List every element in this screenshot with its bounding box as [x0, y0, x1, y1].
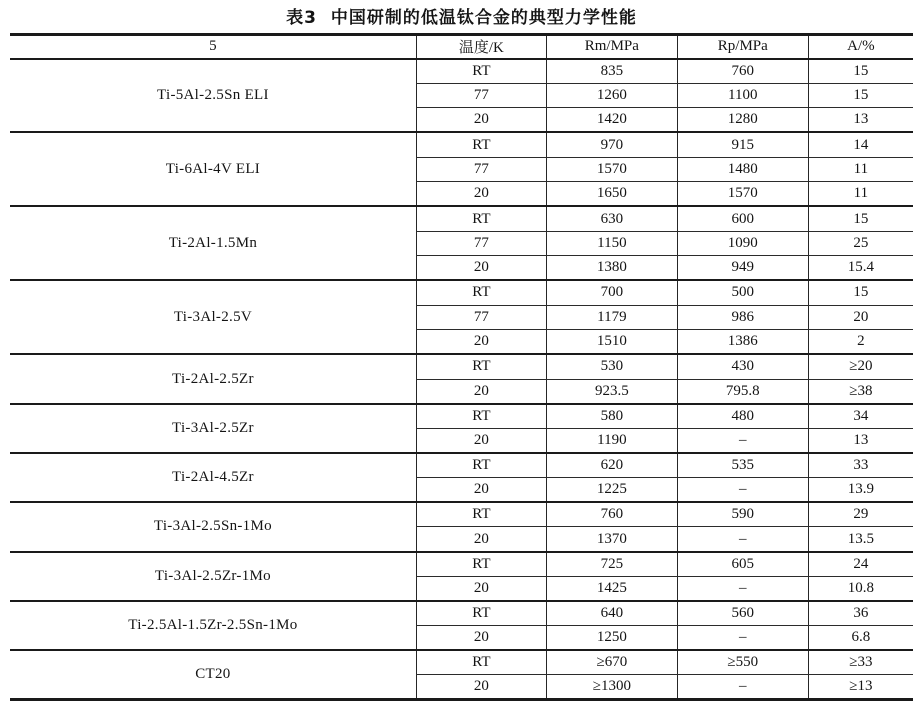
temperature-cell: 20 [416, 428, 546, 453]
temperature-cell: 20 [416, 256, 546, 281]
rm-cell: 640 [546, 601, 677, 626]
rm-cell: 1420 [546, 108, 677, 133]
temperature-cell: 77 [416, 305, 546, 330]
elongation-cell: 13 [808, 428, 913, 453]
rp-cell: 480 [677, 404, 808, 429]
elongation-cell: 13.5 [808, 527, 913, 552]
rm-cell: 835 [546, 59, 677, 84]
temperature-cell: 77 [416, 83, 546, 108]
alloy-name-cell: CT20 [10, 650, 416, 699]
temperature-cell: RT [416, 502, 546, 527]
alloy-name-cell: Ti-2Al-2.5Zr [10, 354, 416, 403]
rp-cell: 590 [677, 502, 808, 527]
elongation-cell: 10.8 [808, 576, 913, 601]
elongation-cell: 34 [808, 404, 913, 429]
elongation-cell: 15.4 [808, 256, 913, 281]
alloy-name-cell: Ti-2Al-4.5Zr [10, 453, 416, 502]
alloy-name-cell: Ti-3Al-2.5Zr [10, 404, 416, 453]
elongation-cell: 29 [808, 502, 913, 527]
rm-cell: 1425 [546, 576, 677, 601]
rp-cell: 1090 [677, 231, 808, 256]
rp-cell: 560 [677, 601, 808, 626]
rm-cell: ≥1300 [546, 675, 677, 700]
table-container [10, 33, 913, 701]
table-body [10, 59, 913, 700]
elongation-cell: 14 [808, 132, 913, 157]
rm-cell: 923.5 [546, 379, 677, 404]
rp-cell: ≥550 [677, 650, 808, 675]
elongation-cell: 25 [808, 231, 913, 256]
elongation-cell: 36 [808, 601, 913, 626]
rm-cell: 1179 [546, 305, 677, 330]
rm-cell: 1370 [546, 527, 677, 552]
rm-cell: 1190 [546, 428, 677, 453]
rm-cell: 630 [546, 206, 677, 231]
table-row [10, 650, 913, 675]
temperature-cell: 20 [416, 478, 546, 503]
table-row [10, 453, 913, 478]
table-row [10, 502, 913, 527]
temperature-cell: RT [416, 59, 546, 84]
rm-cell: 1150 [546, 231, 677, 256]
alloy-name-cell: Ti-3Al-2.5Sn-1Mo [10, 502, 416, 551]
rp-cell: 1280 [677, 108, 808, 133]
rp-cell: – [677, 576, 808, 601]
rp-cell: 1480 [677, 157, 808, 182]
column-header-elongation: A/% [808, 35, 913, 59]
rp-cell: – [677, 478, 808, 503]
rm-cell: 725 [546, 552, 677, 577]
alloy-name-cell: Ti-3Al-2.5V [10, 280, 416, 354]
alloy-name-cell: Ti-2.5Al-1.5Zr-2.5Sn-1Mo [10, 601, 416, 650]
temperature-cell: 20 [416, 108, 546, 133]
temperature-cell: RT [416, 453, 546, 478]
table-row [10, 601, 913, 626]
rp-cell: – [677, 527, 808, 552]
elongation-cell: 11 [808, 182, 913, 207]
rp-cell: – [677, 428, 808, 453]
temperature-cell: RT [416, 552, 546, 577]
temperature-cell: RT [416, 132, 546, 157]
rm-cell: 530 [546, 354, 677, 379]
rp-cell: 915 [677, 132, 808, 157]
rm-cell: 580 [546, 404, 677, 429]
elongation-cell: 24 [808, 552, 913, 577]
rm-cell: 700 [546, 280, 677, 305]
rm-cell: 970 [546, 132, 677, 157]
column-header-rp: Rp/MPa [677, 35, 808, 59]
elongation-cell: 6.8 [808, 626, 913, 651]
table-row [10, 354, 913, 379]
temperature-cell: 20 [416, 527, 546, 552]
table-row [10, 552, 913, 577]
table-title: 表3 中国研制的低温钛合金的典型力学性能 [286, 8, 637, 28]
table-row [10, 404, 913, 429]
column-header-rm: Rm/MPa [546, 35, 677, 59]
alloy-name-cell: Ti-3Al-2.5Zr-1Mo [10, 552, 416, 601]
rp-cell: 760 [677, 59, 808, 84]
rp-cell: 605 [677, 552, 808, 577]
rm-cell: 620 [546, 453, 677, 478]
table-row [10, 132, 913, 157]
temperature-cell: RT [416, 601, 546, 626]
temperature-cell: 20 [416, 379, 546, 404]
elongation-cell: ≥13 [808, 675, 913, 700]
rp-cell: 1386 [677, 330, 808, 355]
alloy-name-cell: Ti-5Al-2.5Sn ELI [10, 59, 416, 133]
elongation-cell: 13.9 [808, 478, 913, 503]
elongation-cell: 20 [808, 305, 913, 330]
elongation-cell: ≥20 [808, 354, 913, 379]
elongation-cell: 15 [808, 280, 913, 305]
rm-cell: 1250 [546, 626, 677, 651]
table-row [10, 280, 913, 305]
temperature-cell: 20 [416, 330, 546, 355]
rm-cell: 1380 [546, 256, 677, 281]
alloy-name-cell: Ti-6Al-4V ELI [10, 132, 416, 206]
temperature-cell: RT [416, 206, 546, 231]
table-row [10, 206, 913, 231]
elongation-cell: 33 [808, 453, 913, 478]
alloy-properties-table [10, 33, 913, 701]
temperature-cell: RT [416, 650, 546, 675]
rm-cell: 760 [546, 502, 677, 527]
alloy-name-cell: Ti-2Al-1.5Mn [10, 206, 416, 280]
rp-cell: 1100 [677, 83, 808, 108]
rp-cell: 500 [677, 280, 808, 305]
rm-cell: 1650 [546, 182, 677, 207]
table-header [10, 35, 913, 59]
rp-cell: 430 [677, 354, 808, 379]
rm-cell: ≥670 [546, 650, 677, 675]
rp-cell: 795.8 [677, 379, 808, 404]
rm-cell: 1260 [546, 83, 677, 108]
elongation-cell: ≥38 [808, 379, 913, 404]
column-header-temperature: 温度/K [416, 35, 546, 59]
temperature-cell: 20 [416, 626, 546, 651]
elongation-cell: 11 [808, 157, 913, 182]
elongation-cell: 15 [808, 83, 913, 108]
elongation-cell: ≥33 [808, 650, 913, 675]
rp-cell: – [677, 675, 808, 700]
rm-cell: 1510 [546, 330, 677, 355]
temperature-cell: 77 [416, 157, 546, 182]
temperature-cell: RT [416, 280, 546, 305]
rp-cell: 986 [677, 305, 808, 330]
elongation-cell: 15 [808, 59, 913, 84]
rm-cell: 1570 [546, 157, 677, 182]
temperature-cell: 20 [416, 182, 546, 207]
rp-cell: – [677, 626, 808, 651]
column-header-alloy: 5 [10, 35, 416, 59]
rp-cell: 600 [677, 206, 808, 231]
table-row [10, 59, 913, 84]
temperature-cell: 77 [416, 231, 546, 256]
temperature-cell: 20 [416, 675, 546, 700]
elongation-cell: 15 [808, 206, 913, 231]
rp-cell: 1570 [677, 182, 808, 207]
rp-cell: 949 [677, 256, 808, 281]
temperature-cell: RT [416, 354, 546, 379]
elongation-cell: 13 [808, 108, 913, 133]
elongation-cell: 2 [808, 330, 913, 355]
header-row [10, 35, 913, 59]
rp-cell: 535 [677, 453, 808, 478]
temperature-cell: 20 [416, 576, 546, 601]
rm-cell: 1225 [546, 478, 677, 503]
temperature-cell: RT [416, 404, 546, 429]
